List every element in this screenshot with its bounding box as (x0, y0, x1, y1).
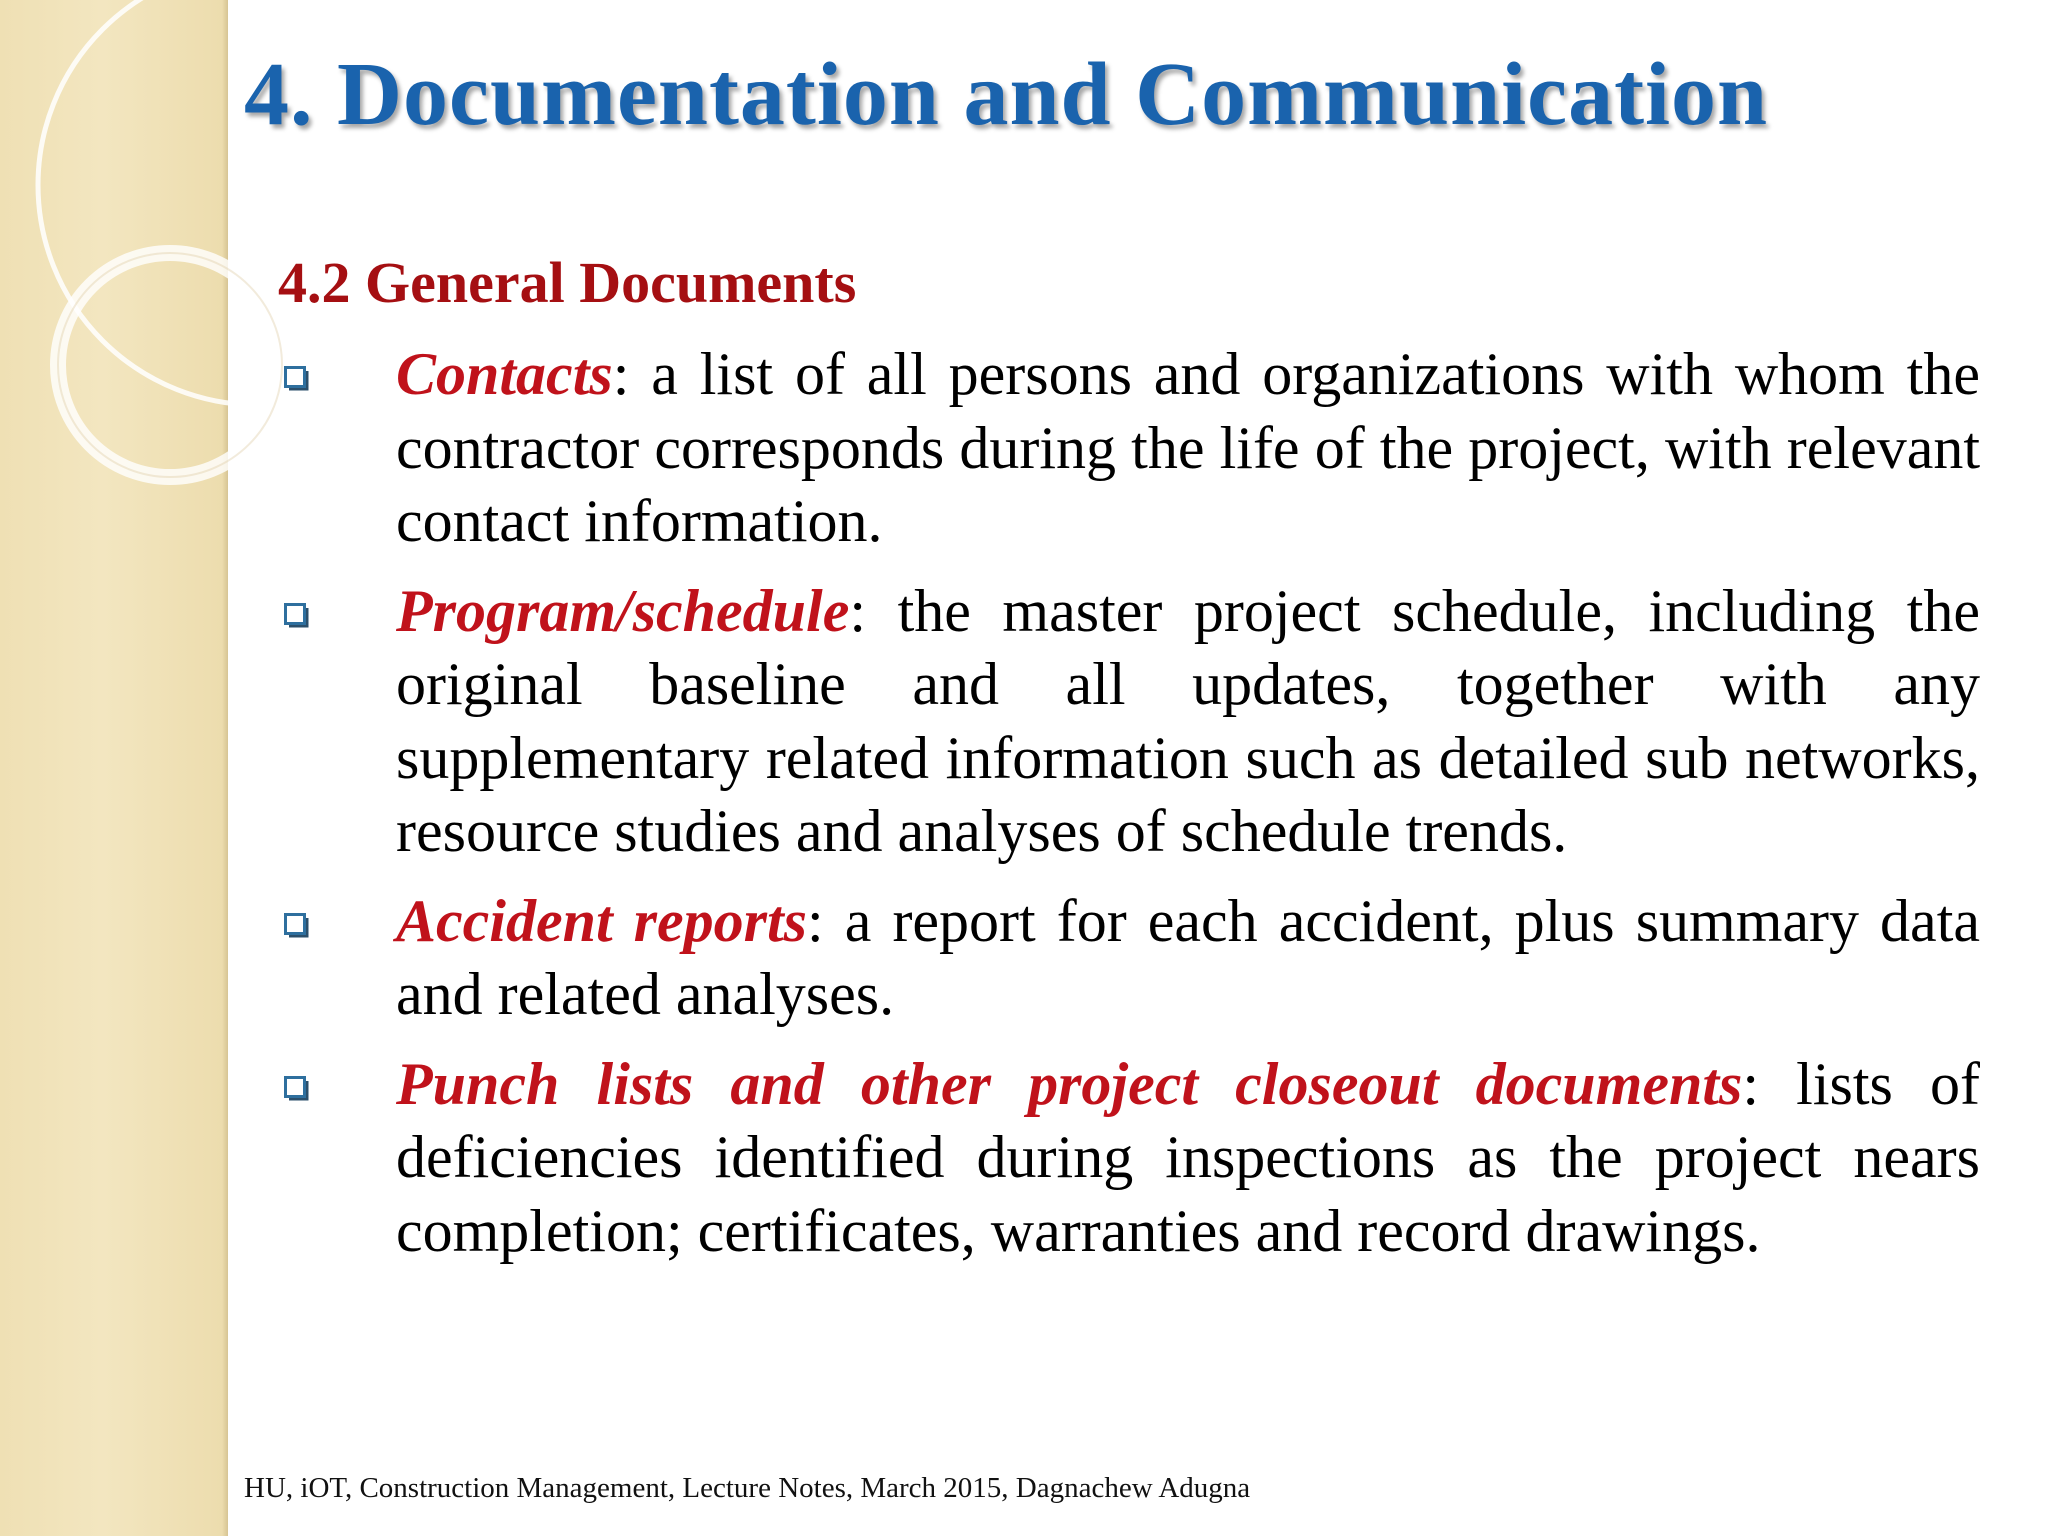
bullet-list (280, 338, 1980, 1284)
list-item-text (396, 1048, 1980, 1269)
list-item-term: Punch lists and other project closeout documents (396, 1050, 1743, 1117)
list-item-text (396, 885, 1980, 1032)
list-item-description: : the master project schedule, including the original baseline and all updates, together with any supplementary related information such as detailed sub networks, resource studies and analyses of schedule trends. (396, 577, 1980, 864)
list-item (280, 885, 1980, 1032)
slide-title: 4. Documentation and Communication (244, 45, 1769, 144)
list-item-text (396, 338, 1980, 559)
checkbox-square-icon (284, 913, 310, 939)
checkbox-square-icon (284, 603, 310, 629)
list-item-description: : a report for each accident, plus summary data and related analyses. (396, 887, 1980, 1027)
section-subtitle: 4.2 General Documents (278, 250, 857, 315)
checkbox-square-icon (284, 1076, 310, 1102)
list-item (280, 338, 1980, 559)
list-item (280, 575, 1980, 869)
list-item-term: Contacts (396, 341, 613, 407)
list-item-description: : lists of deficiencies identified during inspections as the project nears completion; certificates, warranties and record drawings. (396, 1050, 1980, 1264)
list-item-description: : a list of all persons and organizations with whom the contractor corresponds during the life of the project, with relevant contact information. (396, 341, 1980, 554)
list-item-term: Program/schedule (396, 577, 850, 644)
decorative-side-band (0, 0, 228, 1536)
list-item (280, 1048, 1980, 1269)
list-item-term: Accident reports (396, 887, 808, 954)
slide-footer: HU, iOT, Construction Management, Lecture Notes, March 2015, Dagnachew Adugna (244, 1472, 1251, 1504)
list-item-text (396, 575, 1980, 869)
checkbox-square-icon (284, 366, 310, 392)
